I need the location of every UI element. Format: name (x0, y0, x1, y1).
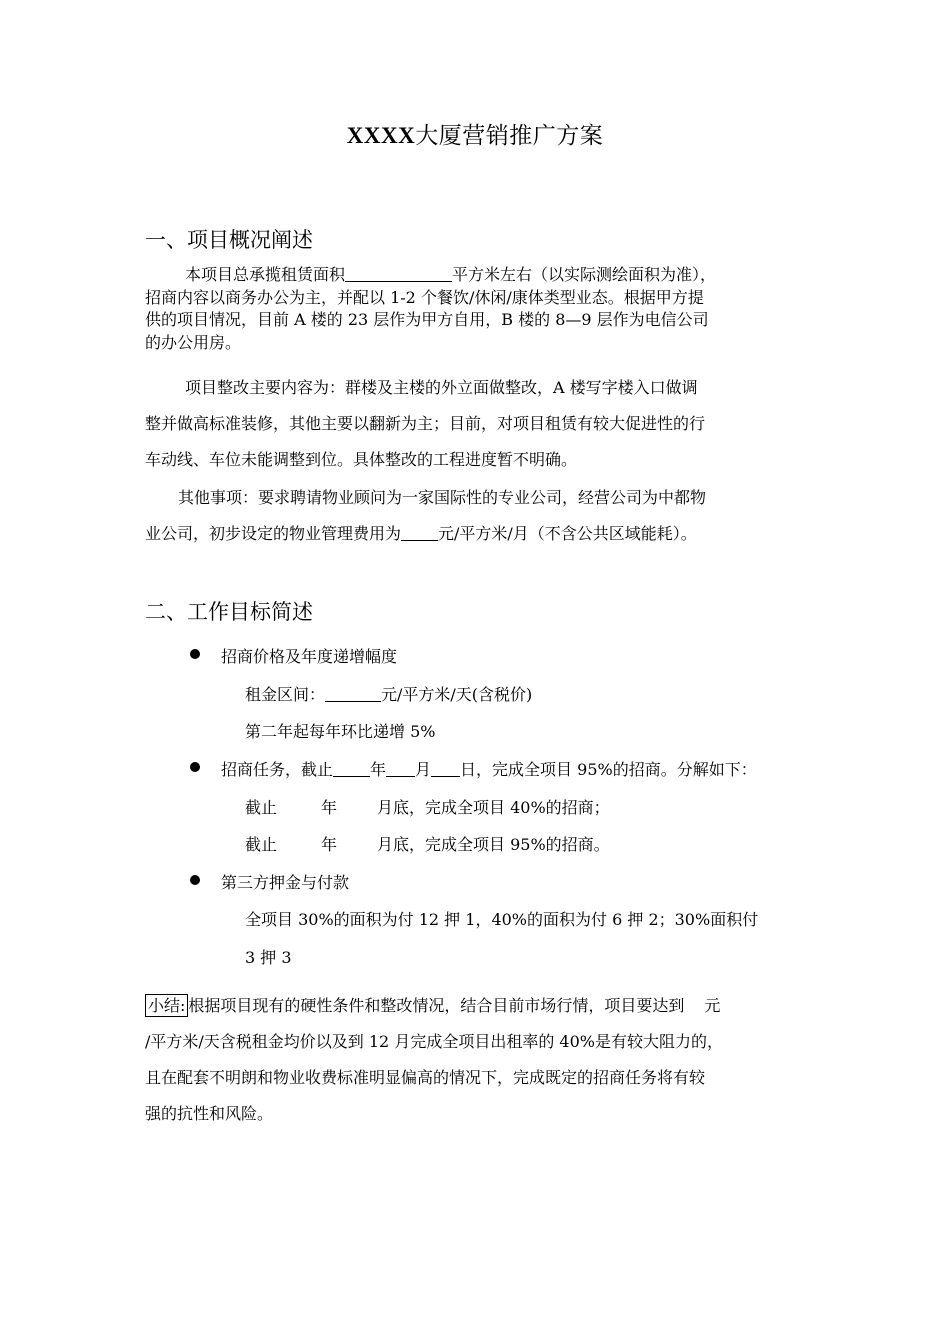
paragraph-line: 供的项目情况，目前 A 楼的 23 层作为甲方自用，B 楼的 8—9 层作为电信公司 (145, 310, 709, 329)
text-run: 年 (321, 835, 338, 854)
text-run: 月 (415, 760, 432, 779)
bullet-item-3-title: 第三方押金与付款 (221, 873, 350, 892)
paragraph-line: 强的抗性和风险。 (145, 1104, 274, 1123)
text-run: 年 (370, 760, 387, 779)
bullet-item-1-title: 招商价格及年度递增幅度 (221, 647, 398, 666)
bullet-item-2-line-2 (245, 832, 610, 855)
paragraph-line (145, 516, 807, 552)
text-run: 截止 (245, 835, 278, 854)
fill-in-blank (325, 685, 381, 702)
section-2-heading: 二、工作目标简述 (145, 600, 313, 624)
text-run: 元/平方米/天(含税价) (381, 685, 533, 704)
summary-paragraph (145, 988, 807, 1132)
bullet-item-1-line-2: 第二年起每年环比递增 5% (245, 722, 436, 741)
bullet-item-3-line-1: 全项目 30%的面积为付 12 押 1，40%的面积为付 6 押 2；30%面积付 (245, 910, 759, 929)
paragraph-line: 整并做高标准装修，其他主要以翻新为主；目前，对项目租赁有较大促进性的行 (145, 414, 706, 433)
bullet-item-2-line-1 (245, 795, 610, 818)
text-run: 业公司，初步设定的物业管理费用为 (145, 524, 402, 543)
paragraph-line: 车动线、车位未能调整到位。具体整改的工程进度暂不明确。 (145, 450, 578, 469)
document-title (0, 117, 950, 150)
fill-in-blank (431, 760, 460, 777)
fill-in-blank (345, 265, 452, 282)
summary-label: 小结: (145, 994, 188, 1017)
text-run: 截止 (245, 798, 278, 817)
text-run: 日，完成全项目 95%的招商。分解如下： (460, 760, 757, 779)
paragraph-line: 的办公用房。 (145, 332, 242, 352)
text-run: 招商任务，截止 (221, 760, 334, 779)
text-run: 年 (321, 798, 338, 817)
text-run: 租金区间： (245, 685, 326, 704)
fill-in-blank (333, 760, 370, 777)
text-run: 月底，完成全项目 95%的招商。 (377, 835, 610, 854)
text-run: 元/平方米/月（不含公共区域能耗）。 (438, 524, 697, 543)
title-text: 大厦营销推广方案 (415, 123, 604, 149)
fill-in-blank (386, 760, 415, 777)
bullet-item-1-line-1 (245, 682, 532, 705)
bullet-item-3-line-2: 3 押 3 (245, 948, 292, 967)
bullet-icon (190, 875, 200, 885)
text-run: 本项目总承揽租赁面积 (185, 265, 346, 284)
paragraph-line: 项目整改主要内容为：群楼及主楼的外立面做整改，A 楼写字楼入口做调 (185, 378, 698, 397)
bullet-icon (190, 762, 200, 772)
fill-in-blank (401, 524, 438, 541)
paragraph-line (145, 988, 807, 1024)
section-1-paragraph-2 (145, 370, 807, 478)
paragraph-line (145, 264, 807, 287)
bullet-item-2-title (221, 757, 757, 780)
paragraph-line: 其他事项：要求聘请物业顾问为一家国际性的专业公司，经营公司为中都物 (178, 488, 707, 507)
bullet-icon (190, 649, 200, 659)
text-run: 月底，完成全项目 40%的招商； (377, 798, 610, 817)
section-1-heading: 一、项目概况阐述 (145, 228, 313, 252)
text-run: 平方米左右（以实际测绘面积为准）， (452, 265, 717, 284)
section-1-paragraph-1 (145, 264, 807, 354)
text-run: 根据项目现有的硬性条件和整改情况，结合目前市场行情，项目要达到 (188, 996, 685, 1015)
paragraph-line: 且在配套不明朗和物业收费标准明显偏高的情况下，完成既定的招商任务将有较 (145, 1068, 706, 1087)
paragraph-line: /平方米/天含税租金均价以及到 12 月完成全项目出租率的 40%是有较大阻力的， (145, 1032, 723, 1051)
title-bold-part: XXXX (346, 123, 416, 148)
text-run: 元 (704, 996, 721, 1015)
section-1-paragraph-3 (145, 480, 807, 552)
paragraph-line: 招商内容以商务办公为主，并配以 1-2 个餐饮/休闲/康体类型业态。根据甲方提 (145, 287, 704, 307)
